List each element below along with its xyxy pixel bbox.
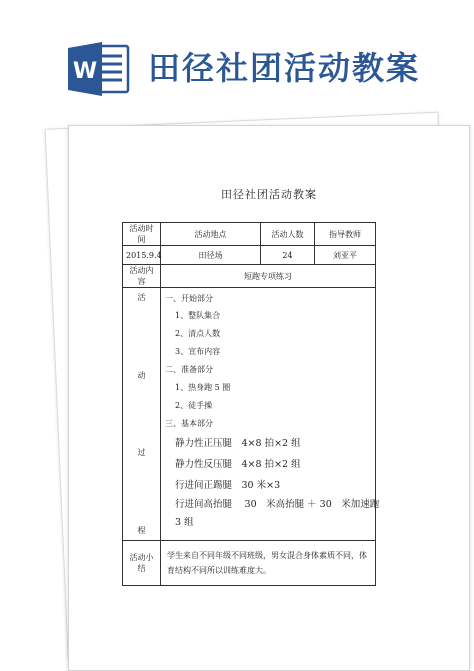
step-item: 3、宣布内容 <box>175 347 221 356</box>
step-section-heading: 二、准备部分 <box>165 365 213 374</box>
table-header-row <box>123 223 376 246</box>
header-cell-count: 活动人数 <box>261 223 315 246</box>
process-char: 活 <box>137 293 146 302</box>
step-item: 2、徒手操 <box>175 401 213 410</box>
header-cell-time: 活动时间 <box>123 223 161 246</box>
info-cell-count: 24 <box>261 246 315 265</box>
word-logo-icon <box>68 40 130 98</box>
summary-text: 学生来自不同年级不同班级，男女混合身体素质不同，体育结构不同所以训练难度大。 <box>161 541 376 586</box>
lesson-plan-table <box>122 222 380 586</box>
table-summary-row <box>123 541 376 586</box>
table-process-row <box>123 288 376 541</box>
step-item: 2、清点人数 <box>175 329 221 338</box>
document-page <box>68 125 470 671</box>
step-section-heading: 一、开始部分 <box>165 294 213 303</box>
step-item: 1、热身跑 5 圈 <box>175 383 231 392</box>
info-cell-time: 2015.9.4 <box>123 246 161 265</box>
info-cell-teacher: 刘亚平 <box>315 246 376 265</box>
process-char: 动 <box>137 370 146 380</box>
step-section-heading: 三、基本部分 <box>165 419 213 428</box>
step-item: 3 组 <box>175 517 194 528</box>
content-label: 活动内容 <box>123 265 161 288</box>
process-char: 程 <box>137 525 146 535</box>
table-info-row <box>123 246 376 265</box>
process-steps <box>161 288 380 541</box>
step-item: 行进间高抬腿 30 米高抬腿 ＋ 30 米加速跑 <box>175 499 380 510</box>
step-item: 静力性反压腿 4×8 拍×2 组 <box>175 459 301 470</box>
header-title: 田径社团活动教案 <box>148 49 421 87</box>
header-cell-teacher: 指导教师 <box>315 223 376 246</box>
header-cell-place: 活动地点 <box>161 223 261 246</box>
document-title: 田径社团活动教案 <box>221 188 317 201</box>
process-label <box>123 288 161 541</box>
process-char: 过 <box>137 448 146 458</box>
content-value: 短跑专项练习 <box>161 265 376 288</box>
table-content-row <box>123 265 376 288</box>
svg-text:W: W <box>72 59 98 84</box>
step-item: 行进间正踢腿 30 米×3 <box>175 480 281 491</box>
summary-label: 活动小结 <box>123 541 161 586</box>
step-item: 1、整队集合 <box>175 311 221 320</box>
step-item: 静力性正压腿 4×8 拍×2 组 <box>175 438 301 449</box>
info-cell-place: 田径场 <box>161 246 261 265</box>
